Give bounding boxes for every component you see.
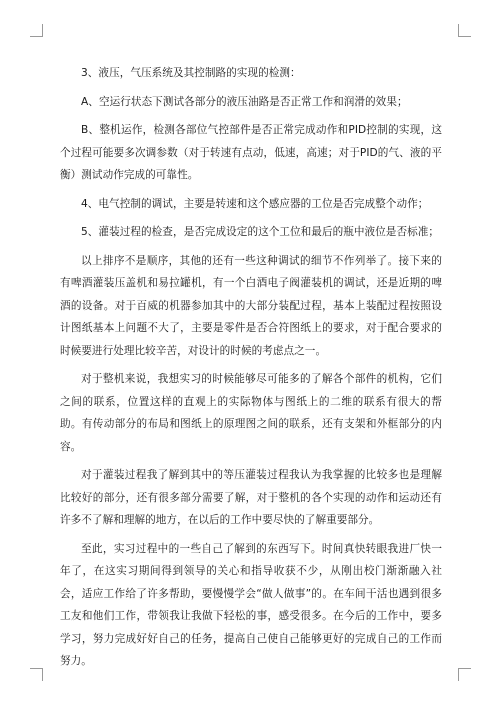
crop-mark-top-right [458,24,471,37]
paragraph-hydraulic-b: B、整机运作，检测各部位气控部件是否正常完成动作和PID控制的实现，这个过程可能要多次调参数（对于转速有点动，低速，高速；对于PID的气、液的平衡）测试动作完成的可靠性。 [60,124,442,181]
crop-mark-top-left [30,24,43,37]
paragraph-order-note: 以上排序不是顺序，其他的还有一些这种调试的细节不作列举了。接下来的有啤酒灌装压盖机和易拉罐机，有一个白酒电子阀灌装机的调试，还是近期的啤酒的设备。对于百威的机器参加其中的大部分装配过程，基本上装配过程按照设计图纸基本上问题不大了，主要是零件是否合符图纸上的要求，对于配合要求的时候要进行处理比较辛苦，对设计的时候的考虑点之一。 [60,254,442,357]
crop-mark-bottom-right [458,668,471,681]
paragraph-whole-machine: 对于整机来说，我想实习的时候能够尽可能多的了解各个部件的机构，它们之间的联系，位置这样的直观上的实际物体与图纸上的二维的联系有很大的帮助。有传动部分的布局和图纸上的原理图之间的联系，还有支架和外框部分的内容。 [60,373,442,453]
document-body [60,62,442,679]
paragraph-electrical: 4、电气控制的调试，主要是转速和这个感应器的工位是否完成整个动作； [81,197,429,210]
crop-mark-bottom-left [30,668,43,681]
paragraph-summary: 至此，实习过程中的一些自己了解到的东西写下。时间真快转眼我进厂快一年了，在这实习期间得到领导的关心和指导收获不少，从刚出校门渐渐融入社会，适应工作给了许多帮助，要慢慢学会“做人做事”的。在车间干活也遇到很多工友和他们工作，带领我让我做下轻松的事，感受很多。在今后的工作中，要多学习，努力完成好好自己的任务，提高自己使自己能够更好的完成自己的工作而努力。 [60,542,442,667]
paragraph-hydraulic-a: A、空运行状态下测试各部分的液压油路是否正常工作和润滑的效果； [81,95,408,108]
paragraph-hydraulic-heading: 3、液压，气压系统及其控制路的实现的检测： [81,67,301,79]
paragraph-filling-process: 对于灌装过程我了解到其中的等压灌装过程我认为我掌握的比较多也是理解比较好的部分，还有很多部分需要了解，对于整机的各个实现的动作和运动还有许多不了解和理解的地方，在以后的工作中要尽快的了解重要部分。 [60,469,442,526]
paragraph-filling-check: 5、灌装过程的检查，是否完成设定的这个工位和最后的瓶中液位是否标准； [81,226,440,238]
